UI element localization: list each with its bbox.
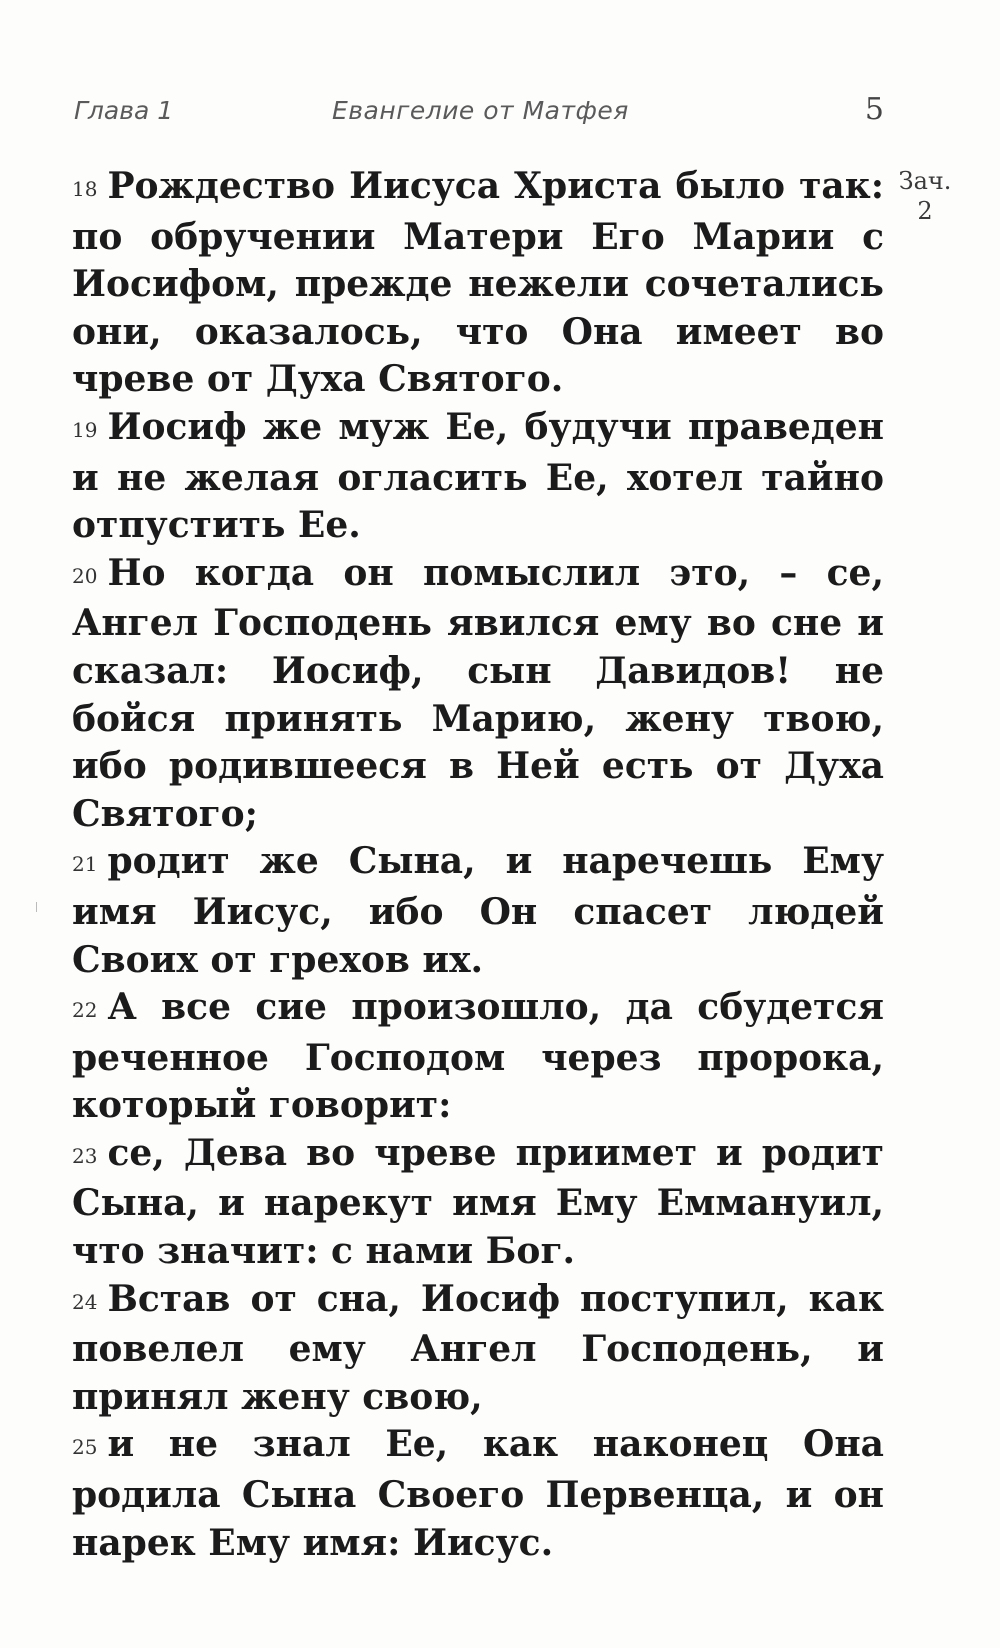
running-head <box>74 92 884 132</box>
verse-21 <box>72 838 884 984</box>
verse-text: се, Дева во чреве приимет и родит Сына, и нарекут имя Ему Еммануил, что значит: с нами Бог. <box>72 1131 884 1273</box>
book-title: Евангелие от Матфея <box>332 96 629 125</box>
verse-text: родит же Сына, и наречешь Ему имя Иисус, ибо Он спасет людей Своих от грехов их. <box>72 840 884 981</box>
verse-number: 24 <box>72 1289 98 1314</box>
verse-text: А все сие произошло, да сбудется реченное Господом через пророка, который говорит: <box>72 986 884 1127</box>
verse-number: 18 <box>72 177 98 201</box>
verse-18 <box>72 163 884 404</box>
verse-number: 20 <box>72 563 98 588</box>
verse-19 <box>72 404 884 550</box>
reading-marker <box>880 166 970 226</box>
verse-number: 19 <box>72 417 98 442</box>
verse-number: 23 <box>72 1143 98 1168</box>
verse-text: Рождество Иисуса Христа было так: по обручении Матери Его Марии с Иосифом, прежде нежели сочетались они, оказалось, что Она имеет во чреве от Духа Святого. <box>72 165 884 401</box>
verse-20 <box>72 550 884 839</box>
verse-number: 25 <box>72 1435 98 1460</box>
verse-number: 22 <box>72 998 98 1023</box>
verse-text: и не знал Ее, как наконец Она родила Сына Своего Первенца, и он нарек Ему имя: Иисус. <box>72 1423 884 1564</box>
reading-marker-label: Зач. <box>898 167 952 195</box>
verse-number: 21 <box>72 852 98 877</box>
paper-speck <box>36 902 37 912</box>
verse-23 <box>72 1130 884 1276</box>
page-number: 5 <box>864 92 884 127</box>
verse-25 <box>72 1421 884 1567</box>
verse-22 <box>72 984 884 1130</box>
verse-text: Но когда он помыслил это, – се, Ангел Господень явился ему во сне и сказал: Иосиф, сын Давидов! не бойся принять Марию, жену твою, ибо родившееся в Ней есть от Духа Святого; <box>72 551 884 835</box>
verse-24 <box>72 1276 884 1422</box>
chapter-label: Глава 1 <box>74 96 174 125</box>
scripture-text <box>72 163 884 1567</box>
verse-text: Иосиф же муж Ее, будучи праведен и не желая огласить Ее, хотел тайно отпустить Ее. <box>72 405 884 547</box>
reading-marker-number: 2 <box>917 197 933 225</box>
verse-text: Встав от сна, Иосиф поступил, как повелел ему Ангел Господень, и принял жену свою, <box>72 1277 884 1418</box>
